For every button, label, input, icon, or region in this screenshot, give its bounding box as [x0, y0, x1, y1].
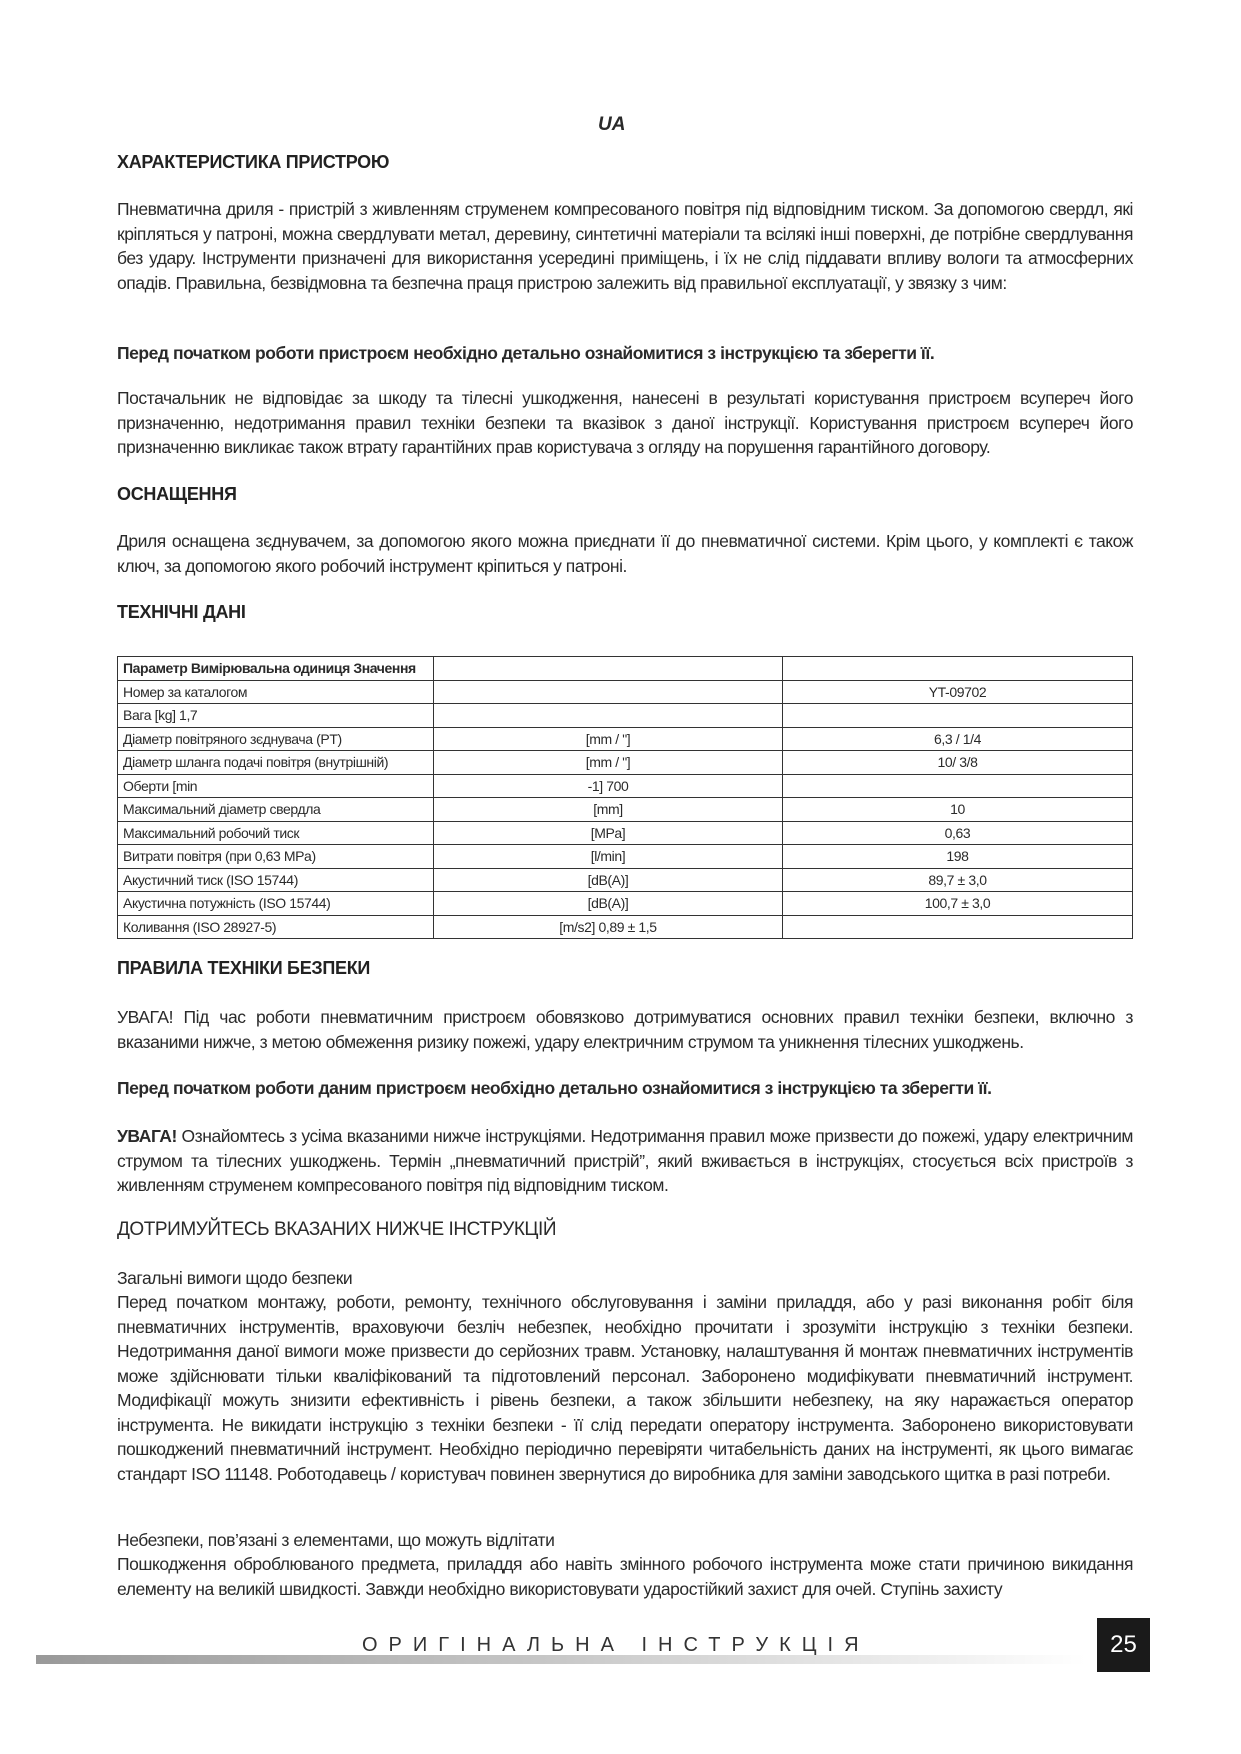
- param-cell: Акустичний тиск (ISO 15744): [118, 868, 434, 892]
- language-label: UA: [598, 114, 626, 135]
- value-cell: 0,63: [783, 821, 1133, 845]
- value-cell: [783, 915, 1133, 939]
- param-cell: Коливання (ISO 28927-5): [118, 915, 434, 939]
- table-row: [118, 798, 1133, 822]
- table-row: [118, 821, 1133, 845]
- section-title-characteristics: ХАРАКТЕРИСТИКА ПРИСТРОЮ: [117, 152, 390, 172]
- table-row: [118, 868, 1133, 892]
- unit-cell: [MPa]: [434, 821, 783, 845]
- paragraph: Перед початком монтажу, роботи, ремонту, технічного обслуговування і заміни приладдя, або у разі виконання робіт біля пневматичних інструментів, враховуючи безліч небезпек, необхідно прочитати і зрозуміти інструкцію з техніки безпеки. Недотримання даної вимоги може призвести до серйозних травм. Установку, налаштування й монтаж пневматичних інструментів може здійснювати тільки кваліфікований та підготовлений персонал. Заборонено модифікувати пневматичний інструмент. Модифікації можуть знизити ефективність і рівень безпеки, а також збільшити небезпеку, на яку наражається оператор інструмента. Не викидати інструкцію з техніки безпеки - її слід передати оператору інструмента. Заборонено використовувати пошкоджений пневматичний інструмент. Необхідно періодично перевіряти читабельність даних на інструменті, як цього вимагає стандарт ISO 11148. Роботодавець / користувач повинен звернутися до виробника для заміни заводського щитка в разі потреби.: [117, 1292, 1133, 1484]
- paragraph: Пошкодження оброблюваного предмета, приладдя або навіть змінного робочого інструмента може стати причиною викидання елементу на великій швидкості. Завжди необхідно використовувати ударостійкий захист для очей. Ступінь захисту: [117, 1554, 1133, 1599]
- unit-cell: [mm / "]: [434, 751, 783, 775]
- unit-cell: -1] 700: [434, 774, 783, 798]
- table-row: [118, 751, 1133, 775]
- unit-cell: [434, 704, 783, 728]
- unit-cell: [dB(A)]: [434, 892, 783, 916]
- value-cell: 10/ 3/8: [783, 751, 1133, 775]
- unit-cell: [434, 680, 783, 704]
- paragraph: Постачальник не відповідає за шкоду та тілесні ушкодження, нанесені в результаті користування пристроєм всупереч його призначенню, недотримання правил техніки безпеки та вказівок з даної інструкції. Користування пристроєм всупереч його призначенню викликає також втрату гарантійних прав користувача з огляду на порушення гарантійного договору.: [117, 388, 1133, 457]
- unit-cell: [mm / "]: [434, 727, 783, 751]
- page-number: 25: [1097, 1618, 1150, 1672]
- paragraph: Дриля оснащена зєднувачем, за допомогою якого можна приєднати її до пневматичної системи. Крім цього, у комплекті є також ключ, за допомогою якого робочий інструмент кріпиться у патроні.: [117, 531, 1133, 576]
- subheading: Небезпеки, пов’язані з елементами, що можуть відлітати: [117, 1530, 555, 1550]
- paragraph: УВАГА! Під час роботи пневматичним пристроєм обовязково дотримуватися основних правил техніки безпеки, включно з вказаними нижче, з метою обмеження ризику пожежі, удару електричним струмом та уникнення тілесних ушкоджень.: [117, 1007, 1133, 1052]
- bold-notice: Перед початком роботи даним пристроєм необхідно детально ознайомитися з інструкцією та зберегти її.: [117, 1078, 992, 1098]
- warning-label: УВАГА!: [117, 1126, 177, 1146]
- bold-notice: Перед початком роботи пристроєм необхідно детально ознайомитися з інструкцією та зберегти її.: [117, 343, 935, 363]
- paragraph: Пневматична дриля - пристрій з живленням струменем компресованого повітря під відповідним тиском. За допомогою свердл, які кріпляться у патроні, можна свердлувати метал, деревину, синтетичні матеріали та всілякі інші поверхні, де потрібне свердлування без удару. Інструменти призначені для використання усередині приміщень, і їх не слід піддавати впливу вологи та атмосферних опадів. Правильна, безвідмовна та безпечна праця пристрою залежить від правильної експлуатації, у звязку з чим:: [117, 199, 1133, 293]
- value-cell: [783, 704, 1133, 728]
- unit-cell: [dB(A)]: [434, 868, 783, 892]
- unit-cell: [mm]: [434, 798, 783, 822]
- section-title-technical-data: ТЕХНІЧНІ ДАНІ: [117, 602, 246, 622]
- warning-text: Ознайомтесь з усіма вказаними нижче інструкціями. Недотримання правил може призвести до пожежі, удару електричним струмом та тілесних ушкоджень. Термін „пневматичний пристрій”, який вживається в інструкціях, стосується всіх пристроїв з живленням струменем компресованого повітря під відповідним тиском.: [117, 1126, 1133, 1195]
- param-cell: Діаметр повітряного зєднувача (PT): [118, 727, 434, 751]
- value-cell: YT-09702: [783, 680, 1133, 704]
- param-cell: Діаметр шланга подачі повітря (внутрішній): [118, 751, 434, 775]
- unit-cell: [l/min]: [434, 845, 783, 869]
- table-row: [118, 892, 1133, 916]
- value-cell: 100,7 ± 3,0: [783, 892, 1133, 916]
- table-row: [118, 845, 1133, 869]
- unit-cell: [m/s2] 0,89 ± 1,5: [434, 915, 783, 939]
- param-cell: Акустична потужність (ISO 15744): [118, 892, 434, 916]
- follow-instructions: ДОТРИМУЙТЕСЬ ВКАЗАНИХ НИЖЧЕ ІНСТРУКЦІЙ: [117, 1219, 557, 1240]
- param-cell: Максимальний діаметр свердла: [118, 798, 434, 822]
- footer-text: ОРИГІНАЛЬНА ІНСТРУКЦІЯ: [362, 1634, 870, 1656]
- table-row: [118, 704, 1133, 728]
- value-cell: 6,3 / 1/4: [783, 727, 1133, 751]
- table-row: [118, 680, 1133, 704]
- value-cell: 89,7 ± 3,0: [783, 868, 1133, 892]
- value-cell: 10: [783, 798, 1133, 822]
- table-header-row: [118, 657, 1133, 681]
- table-row: [118, 727, 1133, 751]
- param-cell: Витрати повітря (при 0,63 MPa): [118, 845, 434, 869]
- param-cell: Оберти [min: [118, 774, 434, 798]
- param-cell: Номер за каталогом: [118, 680, 434, 704]
- table-row: [118, 774, 1133, 798]
- section-title-equipment: ОСНАЩЕННЯ: [117, 484, 237, 504]
- param-cell: Вага [kg] 1,7: [118, 704, 434, 728]
- technical-data-table: [117, 656, 1133, 939]
- subheading: Загальні вимоги щодо безпеки: [117, 1268, 353, 1288]
- section-title-safety: ПРАВИЛА ТЕХНІКИ БЕЗПЕКИ: [117, 958, 371, 978]
- table-header: Параметр Вимірювальна одиниця Значення: [118, 657, 434, 681]
- warning-paragraph: [117, 1124, 1133, 1198]
- value-cell: [783, 774, 1133, 798]
- value-cell: 198: [783, 845, 1133, 869]
- param-cell: Максимальний робочий тиск: [118, 821, 434, 845]
- table-row: [118, 915, 1133, 939]
